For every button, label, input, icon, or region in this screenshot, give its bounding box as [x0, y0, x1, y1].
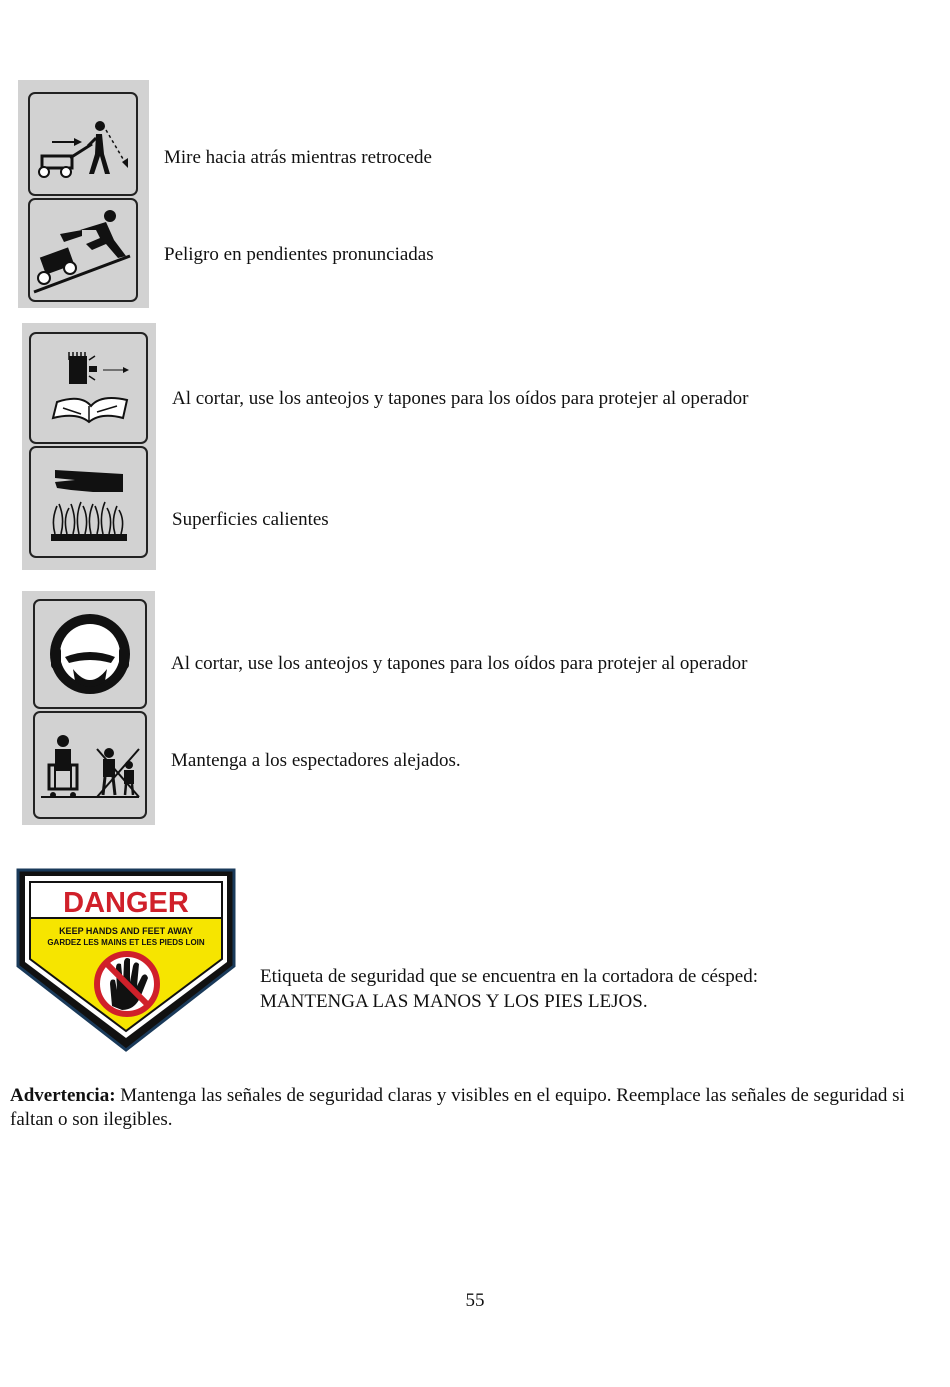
label-hot-surfaces: Superficies calientes	[172, 509, 329, 530]
danger-header: DANGER	[63, 887, 189, 919]
warning-label: Advertencia:	[10, 1085, 116, 1106]
label-eye-ear-protection-2: Al cortar, use los anteojos y tapones para los oídos para protejer al operador	[171, 653, 748, 674]
decal-caption-line-1: Etiqueta de seguridad que se encuentra en la cortadora de césped:	[260, 966, 758, 987]
look-behind-icon	[28, 92, 138, 196]
read-manual-icon	[29, 332, 148, 444]
bystanders-icon	[33, 711, 147, 819]
label-eye-ear-protection-1: Al cortar, use los anteojos y tapones para los oídos para protejer al operador	[172, 388, 749, 409]
label-look-behind: Mire hacia atrás mientras retrocede	[164, 147, 432, 168]
page-number: 55	[465, 1290, 485, 1311]
warning-text: Mantenga las señales de seguridad claras y visibles en el equipo. Reemplace las señales de seguridad si faltan o son ilegibles.	[10, 1085, 905, 1130]
protective-gear-icon	[33, 599, 147, 709]
hot-surface-icon	[29, 446, 148, 558]
warning-paragraph	[10, 1084, 910, 1132]
steep-slope-icon	[28, 198, 138, 302]
label-steep-slopes: Peligro en pendientes pronunciadas	[164, 244, 434, 265]
danger-decal	[14, 866, 238, 1054]
no-hands-icon	[97, 954, 157, 1014]
danger-line-2: GARDEZ LES MAINS ET LES PIEDS LOIN	[47, 938, 205, 947]
decal-caption-line-2: MANTENGA LAS MANOS Y LOS PIES LEJOS.	[260, 991, 648, 1012]
label-keep-bystanders-away: Mantenga a los espectadores alejados.	[171, 750, 461, 771]
danger-line-1: KEEP HANDS AND FEET AWAY	[59, 926, 193, 936]
